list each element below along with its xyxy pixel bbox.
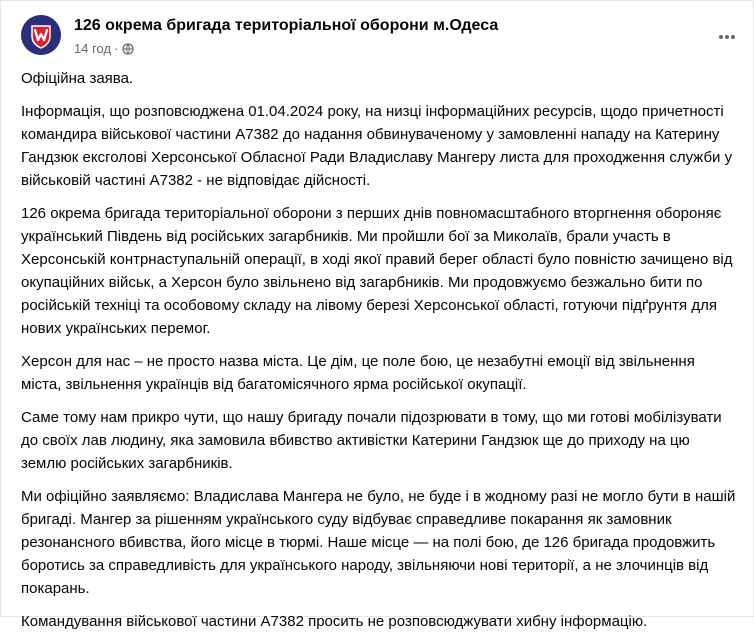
more-options-icon[interactable] [713,23,741,51]
post-paragraph: Ми офіційно заявляємо: Владислава Мангера не було, не буде і в жодному разі не могло бути в нашій бригаді. Мангер за рішенням українського суду відбуває справедливе покарання як замовник резонансного вбивства, його місце в тюрмі. Наше місце — на полі бою, де 126 бригада продовжить боротись за справедливість для українського народу, звільняючи нові території, а не злочинців від покарань. [21,488,736,597]
page-name[interactable]: 126 окрема бригада територіальної оборони м.Одеса [74,17,499,34]
post-paragraph: Офіційна заява. [21,70,134,87]
post-timestamp[interactable]: 14 год [74,41,112,56]
post-paragraph: Інформація, що розповсюджена 01.04.2024 року, на низці інформаційних ресурсів, щодо причетності командира військової частини А7382 до надання обвинуваченому у замовленні нападу на Катерину Гандзюк ексголові Херсонської Обласної Ради Владиславу Мангеру листа для проходження служби у військовій частині А7382 - не відповідає дійсності. [21,103,733,189]
post-text [21,67,739,643]
post-meta [74,41,134,56]
avatar[interactable] [21,15,61,55]
post-paragraph: Саме тому нам прикро чути, що нашу бригаду почали підозрювати в тому, що ми готові мобілізувати до своїх лав людину, яка замовила вбивство активістки Катерини Гандзюк ще до приходу на цю землю російських загарбників. [21,409,722,472]
post-header [1,1,754,69]
meta-separator: · [114,41,119,56]
globe-icon[interactable] [122,43,134,55]
post-paragraph: Херсон для нас – не просто назва міста. Це дім, це поле бою, це незабутні емоції від звільнення міста, звільнення українців від багатомісячного ярма російської окупації. [21,353,695,393]
post-paragraph: 126 окрема бригада територіальної оборони з перших днів повномасштабного вторгнення обороняє український Південь від російських загарбників. Ми пройшли бої за Миколаїв, брали участь в Херсонській контрнаступальній операції, в ході якої правий берег області було повністю зачищено від окупаційних військ, а Херсон було звільнено від загарбників. Ми продовжуємо безжально бити по російській техніці та особовому складу на лівому березі Херсонської області, готуючи підґрунтя для нових українських перемог. [21,205,733,337]
brigade-emblem-icon [21,15,61,55]
post-paragraph: Командування військової частини А7382 просить не розповсюджувати хибну інформацію. [21,613,648,630]
